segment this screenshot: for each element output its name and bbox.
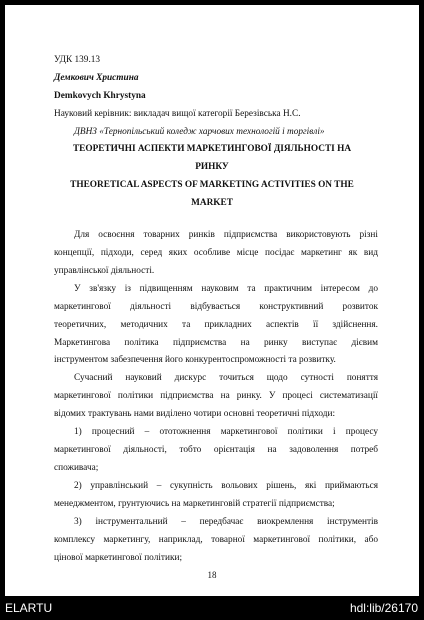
body-line: 3) інструментальний – передбачає виокремлення інструментів — [74, 517, 378, 527]
udc-code: УДК 139.13 — [54, 55, 101, 65]
handle-identifier: hdl:lib/26170 — [349, 601, 418, 615]
supervisor-line: Науковий керівник: викладач вищої категорії Березівська Н.С. — [54, 109, 301, 119]
body-line: інструментом забезпечення його конкурентоспроможності та розвитку. — [54, 355, 336, 365]
body-line: комплексу маркетингу, наприклад, товарної маркетингової політики, або — [54, 535, 378, 545]
body-line: відомих трактувань нами виділено чотири основні теоретичні підходи: — [54, 409, 336, 419]
body-line: Сучасний науковий дискурс точиться щодо сутності поняття — [74, 373, 378, 383]
page-number: 18 — [207, 570, 217, 580]
body-line: Для освоєння товарних ринків підприємства використовують різні — [74, 230, 378, 240]
institution-line: ДВНЗ «Тернопільський коледж харчових технологій і торгівлі» — [74, 127, 325, 137]
repository-brand: ELARTU — [5, 601, 53, 615]
body-line: маркетингової діяльності, тобто орієнтація на задоволення потреб — [54, 445, 378, 455]
body-line: менеджментом, грунтуючись на маркетинговій стратегії підприємства; — [54, 499, 335, 509]
body-line: цінової маркетингової політики; — [54, 553, 183, 563]
body-line: Маркетингова політика підприємства на ринку виступає дієвим — [54, 338, 378, 348]
title-english-line-1: THEORETICAL ASPECTS OF MARKETING ACTIVITIES ON THE — [70, 180, 354, 190]
body-line: маркетингової діяльності відбувається конструктивний розвиток — [54, 302, 378, 312]
title-ukrainian-line-1: ТЕОРЕТИЧНІ АСПЕКТИ МАРКЕТИНГОВОЇ ДІЯЛЬНОСТІ НА — [72, 144, 352, 154]
document-page — [5, 5, 419, 596]
body-line: концепції, підходи, серед яких особливе місце посідає маркетинг як вид — [54, 248, 378, 258]
body-line: У зв'язку із підвищенням науковим та практичним інтересом до — [74, 284, 378, 294]
body-line: споживача; — [54, 463, 99, 473]
author-ukrainian: Демкович Христина — [54, 73, 139, 83]
body-line: теоретичних, методичних та прикладних аспектів її здійснення. — [54, 320, 378, 330]
repository-footer — [0, 596, 424, 620]
body-line: управлінської діяльності. — [54, 266, 155, 276]
body-line: 2) управлінський – сукупність вольових рішень, які приймаються — [74, 481, 378, 491]
body-line: 1) процесний – ототожнення маркетингової політики і процесу — [74, 427, 378, 437]
body-line: маркетингової політики підприємства на ринку. У процесі систематизації — [54, 391, 378, 401]
title-ukrainian-line-2: РИНКУ — [195, 162, 229, 172]
title-english-line-2: MARKET — [191, 198, 233, 208]
author-english: Demkovych Khrystyna — [54, 91, 146, 101]
